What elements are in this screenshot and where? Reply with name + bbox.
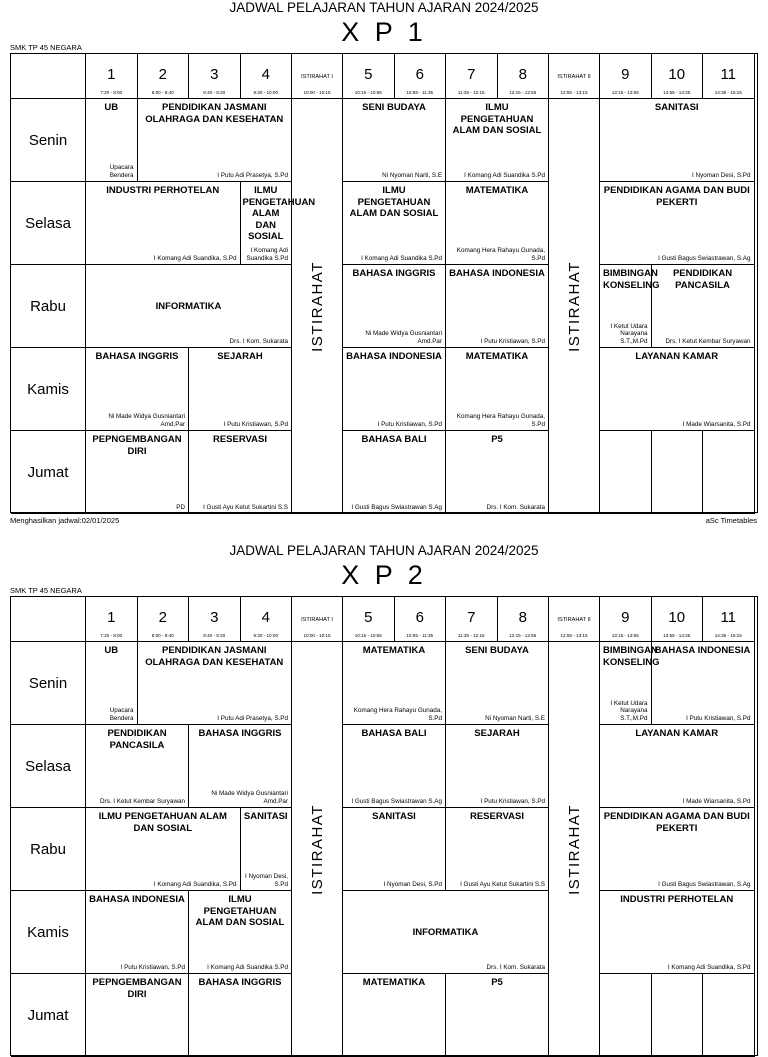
lesson-cell bbox=[86, 99, 138, 182]
break-label: ISTIRAHAT bbox=[308, 803, 326, 895]
period-header bbox=[395, 597, 447, 642]
lesson-cell bbox=[86, 891, 189, 974]
period-header bbox=[343, 54, 395, 99]
period-time: 10:15 - 10:55 bbox=[354, 633, 382, 638]
lesson-subject: LAYANAN KAMAR bbox=[635, 728, 719, 739]
period-header bbox=[189, 597, 241, 642]
lesson-cell bbox=[446, 348, 549, 431]
lesson-subject: BAHASA INDONESIA bbox=[654, 645, 751, 656]
lesson-teacher: Ni Made Widya Gusniantari Amd.Par bbox=[365, 330, 442, 345]
lesson-subject: PENDIDIKAN AGAMA DAN BUDI PEKERTI bbox=[603, 185, 750, 208]
period-header bbox=[241, 54, 293, 99]
period-time: 14:35 - 15:15 bbox=[714, 90, 742, 95]
lesson-subject: SEJARAH bbox=[474, 728, 520, 739]
period-time: 9:20 - 10:00 bbox=[253, 633, 279, 638]
corner-cell bbox=[11, 54, 86, 99]
period-time: 12:15 - 12:55 bbox=[509, 633, 537, 638]
period-time: 11:35 - 12:15 bbox=[457, 90, 485, 95]
day-label: Jumat bbox=[11, 431, 86, 514]
period-header bbox=[86, 54, 138, 99]
period-header bbox=[703, 54, 755, 99]
period-time: 10:55 - 11:35 bbox=[406, 90, 434, 95]
period-header bbox=[549, 597, 600, 642]
lesson-subject: PENDIDIKAN PANCASILA bbox=[672, 268, 733, 291]
lesson-teacher: I Komang Adi Suandika, S.Pd bbox=[667, 963, 751, 971]
lesson-cell bbox=[600, 348, 755, 431]
lesson-teacher: I Gusti Bagus Swiastrawan, S.Ag bbox=[658, 880, 751, 888]
period-number: 9 bbox=[621, 66, 630, 83]
brand-label: aSc Timetables bbox=[705, 516, 757, 525]
lesson-subject: BAHASA INGGRIS bbox=[198, 728, 282, 739]
lesson-subject: RESERVASI bbox=[469, 811, 525, 822]
lesson-teacher: I Gusti Bagus Swiastrawan S.Ag bbox=[351, 797, 442, 805]
lesson-teacher: I Gusti Bagus Swiastrawan S.Ag bbox=[351, 503, 442, 511]
day-label: Jumat bbox=[11, 974, 86, 1057]
lesson-subject: BAHASA BALI bbox=[361, 728, 427, 739]
period-number: 6 bbox=[415, 609, 424, 626]
lesson-teacher: I Putu Adi Prasetya, S.Pd bbox=[217, 171, 288, 179]
lesson-cell bbox=[446, 99, 549, 182]
lesson-cell bbox=[343, 182, 446, 265]
lesson-teacher: I Gusti Bagus Swiastrawan, S.Ag bbox=[658, 254, 751, 262]
period-number: 8 bbox=[518, 609, 527, 626]
period-time: 13:15 - 13:55 bbox=[611, 90, 639, 95]
lesson-subject: INFORMATIKA bbox=[412, 926, 479, 938]
period-header bbox=[600, 54, 652, 99]
break-column bbox=[292, 99, 343, 514]
lesson-subject: SANITASI bbox=[243, 811, 288, 822]
lesson-cell bbox=[86, 348, 189, 431]
lesson-cell bbox=[86, 642, 138, 725]
break-header-label: ISTIRAHAT I bbox=[301, 617, 333, 623]
period-header bbox=[86, 597, 138, 642]
lesson-teacher: Drs. I Ketut Kembar Suryawan bbox=[665, 337, 751, 345]
lesson-teacher: I Putu Kristiawan, S.Pd bbox=[686, 714, 751, 722]
lesson-subject bbox=[703, 431, 754, 434]
lesson-teacher: I Putu Adi Prasetya, S.Pd bbox=[217, 714, 288, 722]
lesson-subject: LAYANAN KAMAR bbox=[635, 351, 719, 362]
lesson-cell bbox=[446, 431, 549, 514]
lesson-subject: ILMU PENGETAHUAN ALAM DAN SOSIAL bbox=[452, 102, 542, 136]
lesson-cell bbox=[86, 974, 189, 1057]
lesson-teacher: I Nyoman Desi, S.Pd bbox=[244, 873, 288, 888]
lesson-cell bbox=[189, 891, 292, 974]
period-number: 1 bbox=[107, 66, 116, 83]
lesson-subject: BAHASA BALI bbox=[361, 434, 427, 445]
lesson-subject: BAHASA INDONESIA bbox=[449, 268, 545, 279]
lesson-cell bbox=[600, 182, 755, 265]
lesson-subject: PENDIDIKAN AGAMA DAN BUDI PEKERTI bbox=[603, 811, 750, 834]
lesson-cell bbox=[343, 348, 446, 431]
lesson-subject bbox=[652, 431, 703, 434]
lesson-subject: INDUSTRI PERHOTELAN bbox=[106, 185, 220, 196]
period-time: 13:55 - 14:35 bbox=[663, 90, 691, 95]
period-header bbox=[498, 54, 550, 99]
lesson-cell bbox=[600, 99, 755, 182]
lesson-cell bbox=[600, 265, 660, 348]
lesson-cell bbox=[446, 182, 549, 265]
lesson-teacher: I Nyoman Desi, S.Pd bbox=[383, 880, 442, 888]
lesson-cell bbox=[189, 431, 292, 514]
lesson-teacher: I Komang Adi Suandika S.Pd bbox=[361, 254, 442, 262]
lesson-subject: BIMBINGAN KONSELING bbox=[603, 268, 660, 291]
lesson-subject: PENDIDIKAN JASMANI OLAHRAGA DAN KESEHATAN bbox=[145, 645, 284, 668]
day-label: Rabu bbox=[11, 265, 86, 348]
period-number: 1 bbox=[107, 609, 116, 626]
lesson-cell bbox=[600, 974, 652, 1057]
lesson-subject: ILMU PENGETAHUAN ALAM DAN SOSIAL bbox=[195, 894, 285, 928]
lesson-subject: BAHASA INDONESIA bbox=[346, 351, 442, 362]
period-number: 2 bbox=[158, 609, 167, 626]
lesson-cell bbox=[343, 808, 446, 891]
break-column bbox=[549, 642, 600, 1057]
lesson-teacher: I Putu Kristiawan, S.Pd bbox=[120, 963, 185, 971]
lesson-cell bbox=[446, 265, 549, 348]
period-time: 10:00 - 10:15 bbox=[303, 90, 331, 95]
period-number: 2 bbox=[158, 66, 167, 83]
period-number: 7 bbox=[467, 609, 476, 626]
lesson-teacher: I Komang Adi Suandika, S.Pd bbox=[153, 254, 237, 262]
day-label: Kamis bbox=[11, 891, 86, 974]
period-number: 6 bbox=[415, 66, 424, 83]
period-time: 8:40 - 9:20 bbox=[203, 90, 226, 95]
lesson-teacher: I Putu Kristiawan, S.Pd bbox=[480, 797, 545, 805]
period-header bbox=[395, 54, 447, 99]
school-name: SMK TP 45 NEGARA bbox=[10, 43, 82, 52]
period-time: 12:55 - 13:15 bbox=[560, 633, 588, 638]
period-time: 10:15 - 10:55 bbox=[354, 90, 382, 95]
lesson-subject: UB bbox=[104, 645, 119, 656]
lesson-subject: SENI BUDAYA bbox=[362, 102, 426, 113]
lesson-teacher: Drs. I Kom. Sukarata bbox=[486, 963, 545, 971]
lesson-teacher: Ni Nyoman Narti, S.E bbox=[382, 171, 442, 179]
lesson-teacher: I Putu Kristiawan, S.Pd bbox=[480, 337, 545, 345]
lesson-cell bbox=[86, 182, 241, 265]
lesson-subject: MATEMATIKA bbox=[465, 351, 529, 362]
generated-date: Menghasilkan jadwal:02/01/2025 bbox=[10, 516, 120, 525]
lesson-subject: BAHASA INGGRIS bbox=[95, 351, 179, 362]
period-number: 11 bbox=[720, 66, 737, 83]
period-header bbox=[549, 54, 600, 99]
school-name: SMK TP 45 NEGARA bbox=[10, 586, 82, 595]
lesson-cell bbox=[343, 431, 446, 514]
lesson-cell bbox=[343, 891, 549, 974]
period-number: 9 bbox=[621, 609, 630, 626]
lesson-subject: BAHASA INGGRIS bbox=[352, 268, 436, 279]
lesson-cell bbox=[343, 99, 446, 182]
period-number: 10 bbox=[668, 609, 686, 626]
lesson-cell bbox=[652, 642, 755, 725]
lesson-cell bbox=[343, 725, 446, 808]
period-header bbox=[292, 597, 343, 642]
lesson-teacher: I Ketut Udara Narayana S.T.,M.Pd bbox=[610, 699, 648, 722]
break-label: ISTIRAHAT bbox=[565, 803, 583, 895]
lesson-subject: P5 bbox=[491, 434, 503, 445]
page-title: JADWAL PELAJARAN TAHUN AJARAN 2024/2025 bbox=[229, 0, 539, 15]
period-header bbox=[292, 54, 343, 99]
lesson-subject: PEPNGEMBANGAN DIRI bbox=[92, 434, 182, 457]
corner-cell bbox=[11, 597, 86, 642]
lesson-subject: UB bbox=[104, 102, 119, 113]
period-number: 8 bbox=[518, 66, 527, 83]
period-time: 13:55 - 14:35 bbox=[663, 633, 691, 638]
lesson-subject: INFORMATIKA bbox=[155, 300, 222, 312]
lesson-teacher: I Nyoman Desi, S.Pd bbox=[692, 171, 751, 179]
break-label: ISTIRAHAT bbox=[308, 260, 326, 352]
period-time: 10:55 - 11:35 bbox=[406, 633, 434, 638]
lesson-cell bbox=[343, 265, 446, 348]
lesson-cell bbox=[86, 431, 189, 514]
period-time: 7:20 - 8:00 bbox=[100, 633, 123, 638]
lesson-teacher: I Komang Adi Suandika S.Pd bbox=[464, 171, 545, 179]
lesson-cell bbox=[703, 431, 755, 514]
lesson-teacher: I Gusti Ayu Ketut Sukartini S.S bbox=[460, 880, 545, 888]
lesson-cell bbox=[138, 642, 293, 725]
lesson-subject: MATEMATIKA bbox=[465, 185, 529, 196]
lesson-teacher: I Putu Kristiawan, S.Pd bbox=[377, 420, 442, 428]
lesson-subject: ILMU PENGETAHUAN ALAM DAN SOSIAL bbox=[242, 185, 316, 242]
lesson-cell bbox=[343, 642, 446, 725]
lesson-cell bbox=[189, 348, 292, 431]
lesson-subject: ILMU PENGETAHUAN ALAM DAN SOSIAL bbox=[98, 811, 227, 834]
period-time: 13:15 - 13:55 bbox=[611, 633, 639, 638]
day-label: Senin bbox=[11, 642, 86, 725]
period-header bbox=[600, 597, 652, 642]
lesson-teacher: I Putu Kristiawan, S.Pd bbox=[223, 420, 288, 428]
lesson-cell bbox=[703, 974, 755, 1057]
lesson-cell bbox=[652, 265, 755, 348]
lesson-cell bbox=[86, 808, 241, 891]
lesson-cell bbox=[652, 974, 704, 1057]
period-header bbox=[498, 597, 550, 642]
period-number: 11 bbox=[720, 609, 737, 626]
period-number: 3 bbox=[210, 609, 219, 626]
break-header-label: ISTIRAHAT II bbox=[557, 74, 591, 80]
lesson-cell bbox=[138, 99, 293, 182]
period-time: 9:20 - 10:00 bbox=[253, 90, 279, 95]
period-header bbox=[189, 54, 241, 99]
lesson-subject: PENDIDIKAN JASMANI OLAHRAGA DAN KESEHATAN bbox=[145, 102, 284, 125]
lesson-cell bbox=[86, 265, 292, 348]
lesson-subject: SANITASI bbox=[654, 102, 699, 113]
lesson-cell bbox=[189, 725, 292, 808]
day-label: Selasa bbox=[11, 725, 86, 808]
lesson-teacher: Komang Hera Rahayu Gunada, S.Pd bbox=[456, 413, 545, 428]
lesson-cell bbox=[446, 725, 549, 808]
lesson-subject: BAHASA INDONESIA bbox=[89, 894, 185, 905]
day-label: Selasa bbox=[11, 182, 86, 265]
lesson-cell bbox=[446, 642, 549, 725]
lesson-subject: PEPNGEMBANGAN DIRI bbox=[92, 977, 182, 1000]
timetable-grid bbox=[10, 53, 758, 513]
period-time: 7:20 - 8:00 bbox=[100, 90, 123, 95]
lesson-teacher: I Made Wiarsanita, S.Pd bbox=[682, 797, 751, 805]
lesson-cell bbox=[446, 808, 549, 891]
period-header bbox=[446, 597, 498, 642]
break-header-label: ISTIRAHAT I bbox=[301, 74, 333, 80]
period-time: 12:15 - 12:55 bbox=[509, 90, 537, 95]
period-time: 8:00 - 8:40 bbox=[151, 633, 174, 638]
lesson-subject: INDUSTRI PERHOTELAN bbox=[620, 894, 734, 905]
lesson-subject: SEJARAH bbox=[217, 351, 263, 362]
lesson-cell bbox=[86, 725, 189, 808]
lesson-teacher: Drs. I Kom. Sukarata bbox=[486, 503, 545, 511]
lesson-teacher: PD bbox=[176, 503, 185, 511]
period-time: 10:00 - 10:15 bbox=[303, 633, 331, 638]
period-header bbox=[343, 597, 395, 642]
lesson-teacher: Ni Made Widya Gusniantari Amd.Par bbox=[211, 790, 288, 805]
lesson-cell bbox=[600, 642, 660, 725]
lesson-cell bbox=[189, 974, 292, 1057]
period-number: 4 bbox=[261, 66, 270, 83]
lesson-teacher: I Komang Adi Suandika S.Pd bbox=[207, 963, 288, 971]
lesson-subject bbox=[652, 974, 703, 977]
day-label: Senin bbox=[11, 99, 86, 182]
period-number: 5 bbox=[364, 609, 373, 626]
lesson-cell bbox=[343, 974, 446, 1057]
period-header bbox=[138, 54, 190, 99]
lesson-subject bbox=[600, 974, 651, 977]
period-header bbox=[138, 597, 190, 642]
break-header-label: ISTIRAHAT II bbox=[557, 617, 591, 623]
lesson-subject: BIMBINGAN KONSELING bbox=[603, 645, 660, 668]
class-title: X P 1 bbox=[341, 17, 427, 47]
period-time: 11:35 - 12:15 bbox=[457, 633, 485, 638]
period-number: 10 bbox=[668, 66, 686, 83]
break-column bbox=[292, 642, 343, 1057]
lesson-teacher: Upacara Bendera bbox=[109, 164, 134, 179]
lesson-subject: P5 bbox=[491, 977, 503, 988]
lesson-teacher: Ni Nyoman Narti, S.E bbox=[485, 714, 545, 722]
lesson-subject: ILMU PENGETAHUAN ALAM DAN SOSIAL bbox=[349, 185, 439, 219]
lesson-cell bbox=[600, 808, 755, 891]
lesson-teacher: Ni Made Widya Gusniantari Amd.Par bbox=[108, 413, 185, 428]
lesson-teacher: Komang Hera Rahayu Gunada, S.Pd bbox=[353, 707, 442, 722]
lesson-subject: SANITASI bbox=[372, 811, 416, 822]
lesson-teacher: I Komang Adi Suandika, S.Pd bbox=[153, 880, 237, 888]
lesson-subject bbox=[703, 974, 754, 977]
period-header bbox=[446, 54, 498, 99]
break-column bbox=[549, 99, 600, 514]
lesson-cell bbox=[600, 431, 652, 514]
lesson-teacher: Komang Hera Rahayu Gunada, S.Pd bbox=[456, 247, 545, 262]
period-time: 8:40 - 9:20 bbox=[203, 633, 226, 638]
lesson-subject: MATEMATIKA bbox=[362, 977, 426, 988]
lesson-teacher: I Made Wiarsanita, S.Pd bbox=[682, 420, 751, 428]
lesson-teacher: I Gusti Ayu Ketut Sukartini S.S bbox=[203, 503, 288, 511]
lesson-teacher: Drs. I Ketut Kembar Suryawan bbox=[99, 797, 185, 805]
period-header bbox=[241, 597, 293, 642]
day-label: Rabu bbox=[11, 808, 86, 891]
period-header bbox=[652, 54, 704, 99]
period-time: 12:55 - 13:15 bbox=[560, 90, 588, 95]
lesson-teacher: Drs. I Kom. Sukarata bbox=[229, 337, 288, 345]
lesson-subject: PENDIDIKAN PANCASILA bbox=[107, 728, 167, 751]
timetable-grid bbox=[10, 596, 758, 1056]
period-number: 3 bbox=[210, 66, 219, 83]
lesson-subject: RESERVASI bbox=[212, 434, 268, 445]
period-number: 5 bbox=[364, 66, 373, 83]
page-title: JADWAL PELAJARAN TAHUN AJARAN 2024/2025 bbox=[229, 543, 539, 558]
break-label: ISTIRAHAT bbox=[565, 260, 583, 352]
lesson-subject: MATEMATIKA bbox=[362, 645, 426, 656]
period-header bbox=[652, 597, 704, 642]
lesson-subject: BAHASA INGGRIS bbox=[198, 977, 282, 988]
class-title: X P 2 bbox=[341, 560, 427, 590]
timetable-sheet-2 bbox=[0, 543, 768, 1024]
period-header bbox=[703, 597, 755, 642]
lesson-cell bbox=[241, 182, 316, 265]
period-time: 8:00 - 8:40 bbox=[151, 90, 174, 95]
lesson-subject bbox=[600, 431, 651, 434]
lesson-teacher: I Komang Adi Suandika S.Pd bbox=[246, 247, 288, 262]
lesson-cell bbox=[600, 725, 755, 808]
lesson-cell bbox=[241, 808, 293, 891]
period-number: 4 bbox=[261, 609, 270, 626]
period-time: 14:35 - 15:15 bbox=[714, 633, 742, 638]
lesson-cell bbox=[652, 431, 704, 514]
day-label: Kamis bbox=[11, 348, 86, 431]
period-number: 7 bbox=[467, 66, 476, 83]
lesson-cell bbox=[446, 974, 549, 1057]
lesson-subject: SENI BUDAYA bbox=[465, 645, 529, 656]
lesson-cell bbox=[600, 891, 755, 974]
lesson-teacher: I Ketut Udara Narayana S.T.,M.Pd bbox=[610, 322, 648, 345]
lesson-teacher: Upacara Bendera bbox=[109, 707, 134, 722]
